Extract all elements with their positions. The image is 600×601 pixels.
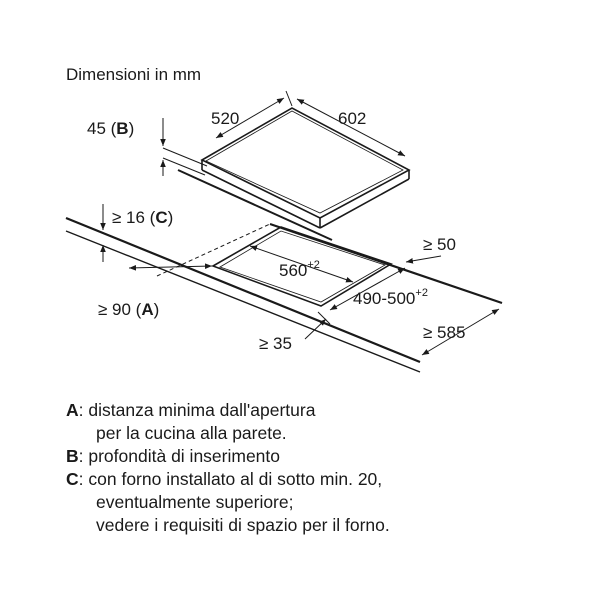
legend-key: A: (66, 400, 89, 420)
legend-text-continued: vedere i requisiti di spazio per il forno. (96, 515, 390, 535)
legend-text: con forno installato al di sotto min. 20, (88, 469, 383, 489)
legend-item-c (66, 468, 586, 491)
legend-text-continued: eventualmente superiore; (96, 492, 294, 512)
dim-560-label: $560^{+2}$ (279, 259, 320, 280)
legend (66, 399, 586, 537)
dim-520-label: 520 (211, 109, 240, 128)
counter-left-hidden-edge (157, 224, 270, 276)
diagram-title: Dimensioni in mm (66, 65, 202, 84)
legend-item-a (66, 399, 586, 422)
dim-90-label: ≥ 90 (A) (98, 300, 160, 319)
legend-text: distanza minima dall'apertura (88, 400, 316, 420)
dim-90-line (129, 266, 212, 268)
legend-item-b (66, 445, 586, 468)
legend-text-continued: per la cucina alla parete. (96, 423, 287, 443)
dim-585-label: ≥ 585 (423, 323, 466, 342)
dim-520-ext (286, 91, 292, 106)
dim-35-label: ≥ 35 (259, 334, 292, 353)
legend-key: C: (66, 469, 89, 489)
legend-key: B: (66, 446, 89, 466)
legend-text: profondità di inserimento (88, 446, 281, 466)
dim-50-line (406, 256, 441, 262)
dim-45-label: 45 (B) (87, 119, 135, 138)
dim-50-label: ≥ 50 (423, 235, 456, 254)
dim-16-label: ≥ 16 (C) (112, 208, 174, 227)
dim-602-label: 602 (338, 109, 367, 128)
insertion-line-front (163, 148, 207, 166)
dim-35-line (305, 319, 326, 339)
dim-490-label: $490-500^{+2}$ (353, 287, 428, 308)
